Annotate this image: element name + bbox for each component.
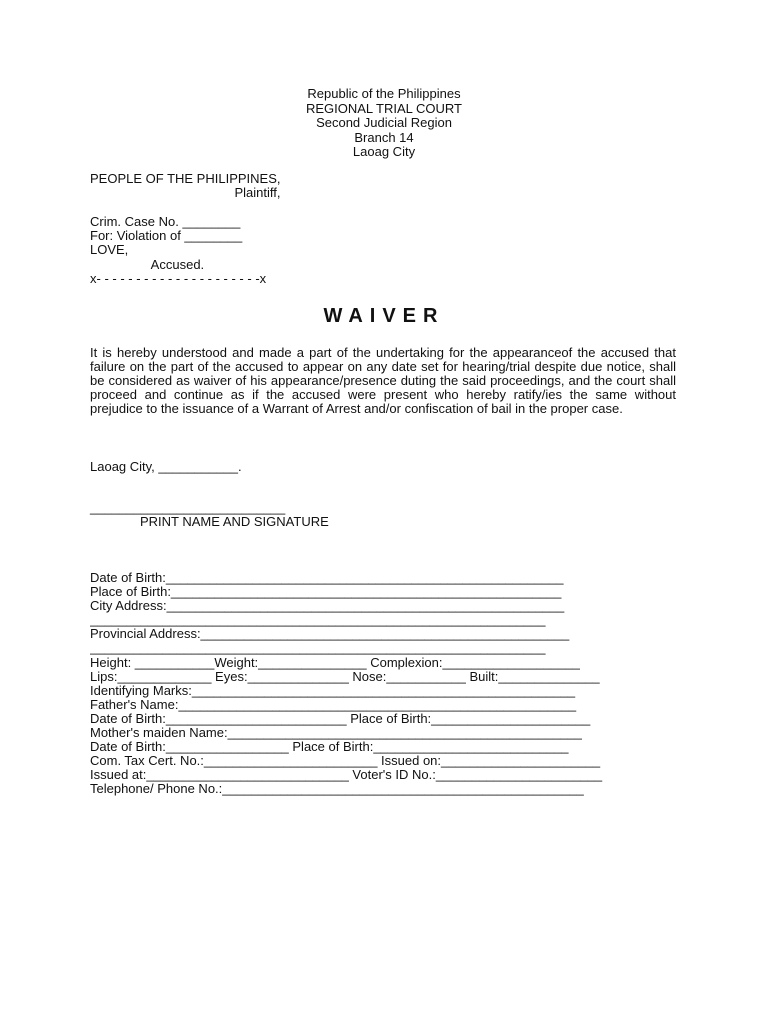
field-mothers-maiden-name: Mother's maiden Name:_________________________________________________ — [90, 726, 582, 741]
caption-case-no: Crim. Case No. ________ — [90, 213, 241, 229]
personal-info-fields — [90, 571, 690, 797]
field-provincial-address: Provincial Address:___________________________________________________ — [90, 627, 570, 642]
field-date-of-birth: Date of Birth:_______________________________________________________ — [90, 571, 564, 585]
header-republic: Republic of the Philippines — [307, 86, 461, 101]
signature-line: ___________________________ — [90, 500, 286, 515]
signature-label: PRINT NAME AND SIGNATURE — [140, 514, 329, 529]
field-mother-birth: Date of Birth:_________________ Place of Birth:___________________________ — [90, 740, 569, 755]
field-father-birth: Date of Birth:_________________________ Place of Birth:______________________ — [90, 711, 591, 726]
case-caption — [90, 172, 690, 286]
header-region: Second Judicial Region — [316, 115, 452, 130]
header-branch: Branch 14 — [354, 129, 414, 145]
field-city-address: City Address:_______________________________________________________ — [90, 599, 565, 614]
caption-people: PEOPLE OF THE PHILIPPINES, — [90, 171, 281, 186]
waiver-body: It is hereby understood and made a part of the undertaking for the appearanceof the accused that failure on the part of the accused to appear on any date set for hearing/trial despite due notice, shall be considered as waiver of his appearance/presence duting the said proceedings, and the court shall proceed and continue as if the accused were present who hereby ratify/ies the same without prejudice to the issuance of a Warrant of Arrest and/or confiscation of bail in the proper case. — [90, 345, 676, 416]
court-header — [0, 87, 768, 160]
field-identifying-marks: Identifying Marks:_____________________________________________________ — [90, 683, 576, 698]
caption-plaintiff: Plaintiff, — [90, 185, 281, 201]
caption-divider: x- - - - - - - - - - - - - - - - - - - - -x — [90, 271, 267, 287]
field-city-address-cont: _______________________________________________________________ — [90, 613, 546, 628]
header-court: REGIONAL TRIAL COURT — [305, 100, 463, 116]
field-provincial-address-cont: _______________________________________________________________ — [90, 641, 546, 656]
field-fathers-name: Father's Name:_______________________________________________________ — [90, 697, 577, 712]
caption-accused: Accused. — [90, 256, 205, 272]
header-city: Laoag City — [352, 144, 416, 159]
date-line: Laoag City, ___________. — [90, 459, 242, 474]
document-title: WAIVER — [323, 305, 445, 327]
caption-spacer — [90, 201, 690, 215]
field-telephone: Telephone/ Phone No.:__________________________________________________ — [90, 782, 584, 797]
field-issued-at-voter-id: Issued at:____________________________ Voter's ID No.:_______________________ — [90, 768, 603, 783]
field-tax-cert: Com. Tax Cert. No.:________________________ Issued on:______________________ — [90, 754, 601, 769]
field-height-weight-complexion: Height: ___________Weight:_______________ Complexion:___________________ — [90, 655, 580, 670]
field-place-of-birth: Place of Birth:______________________________________________________ — [90, 585, 562, 600]
field-lips-eyes-nose-built: Lips:_____________ Eyes:______________ Nose:___________ Built:______________ — [90, 669, 600, 684]
caption-accused-name: LOVE, — [90, 242, 129, 258]
caption-violation: For: Violation of ________ — [90, 228, 243, 244]
